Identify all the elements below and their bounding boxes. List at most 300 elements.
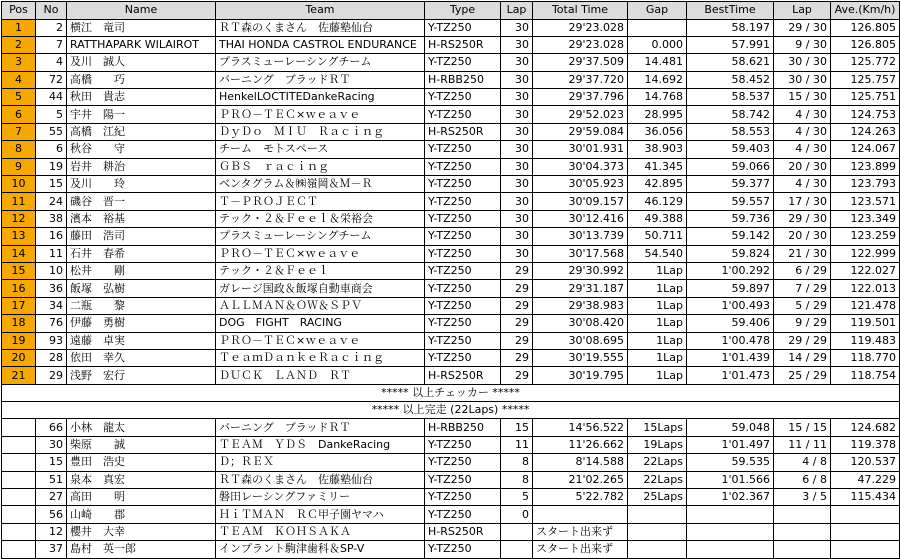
position-cell: 12 [2, 210, 36, 227]
best-lap-cell [774, 541, 831, 558]
team-cell: THAI HONDA CASTROL ENDURANCE [216, 36, 425, 53]
team-cell: テック・２＆Ｆｅｅｌ [216, 262, 425, 279]
rider-name-cell: 豊田 浩史 [67, 454, 216, 471]
team-cell: Ｄ；ＲＥＸ [216, 454, 425, 471]
lap-count-cell: 0 [501, 506, 533, 523]
best-time-cell: 59.377 [687, 176, 774, 193]
result-row [2, 19, 900, 36]
rider-name-cell: 宇井 陽一 [67, 106, 216, 123]
total-time-cell: 5'22.782 [533, 489, 628, 506]
best-lap-cell: 4 / 30 [774, 123, 831, 140]
number-cell: 44 [36, 89, 67, 106]
machine-type-cell: Y-TZ250 [425, 297, 501, 314]
best-time-cell: 59.406 [687, 315, 774, 332]
best-lap-cell: 29 / 29 [774, 332, 831, 349]
average-speed-cell: 119.378 [831, 436, 900, 453]
best-time-cell: 58.197 [687, 19, 774, 36]
total-time-cell: 30'08.420 [533, 315, 628, 332]
gap-cell: 14.692 [628, 71, 687, 88]
average-speed-cell: 118.770 [831, 349, 900, 366]
best-lap-cell: 15 / 30 [774, 89, 831, 106]
position-cell [2, 489, 36, 506]
position-cell: 18 [2, 315, 36, 332]
average-speed-cell: 123.793 [831, 176, 900, 193]
number-cell: 36 [36, 280, 67, 297]
total-time-cell: 30'05.923 [533, 176, 628, 193]
best-time-cell: 1'00.493 [687, 297, 774, 314]
average-speed-cell: 126.805 [831, 36, 900, 53]
lap-count-cell: 30 [501, 89, 533, 106]
best-lap-cell: 15 / 15 [774, 419, 831, 436]
gap-cell: 1Lap [628, 280, 687, 297]
machine-type-cell: Y-TZ250 [425, 228, 501, 245]
lap-count-cell: 30 [501, 71, 533, 88]
header-name: Name [67, 2, 216, 20]
gap-cell: 1Lap [628, 349, 687, 366]
machine-type-cell: H-RBB250 [425, 71, 501, 88]
position-cell: 21 [2, 367, 36, 384]
number-cell: 34 [36, 297, 67, 314]
header-lap: Lap [501, 2, 533, 20]
header-type: Type [425, 2, 501, 20]
best-lap-cell: 4 / 30 [774, 141, 831, 158]
best-time-cell: 59.557 [687, 193, 774, 210]
result-row [2, 367, 900, 384]
result-row [2, 228, 900, 245]
best-lap-cell: 3 / 5 [774, 489, 831, 506]
best-time-cell: 1'01.497 [687, 436, 774, 453]
position-cell: 7 [2, 123, 36, 140]
gap-cell: 41.345 [628, 158, 687, 175]
checker-note: ***** 以上チェッカー ***** [2, 384, 900, 401]
machine-type-cell: Y-TZ250 [425, 245, 501, 262]
lap-count-cell: 30 [501, 141, 533, 158]
result-row [2, 193, 900, 210]
lap-count-cell: 30 [501, 54, 533, 71]
position-cell: 5 [2, 89, 36, 106]
rider-name-cell: 伊藤 勇樹 [67, 315, 216, 332]
machine-type-cell: Y-TZ250 [425, 262, 501, 279]
total-time-cell: 30'09.157 [533, 193, 628, 210]
number-cell: 27 [36, 489, 67, 506]
best-lap-cell: 5 / 29 [774, 297, 831, 314]
average-speed-cell: 123.899 [831, 158, 900, 175]
rider-name-cell: 及川 玲 [67, 176, 216, 193]
total-time-cell: 11'26.662 [533, 436, 628, 453]
lap-count-cell: 30 [501, 245, 533, 262]
team-cell: 磐田レーシングファミリー [216, 489, 425, 506]
total-time-cell: 14'56.522 [533, 419, 628, 436]
machine-type-cell: Y-TZ250 [425, 106, 501, 123]
position-cell: 10 [2, 176, 36, 193]
gap-cell: 28.995 [628, 106, 687, 123]
machine-type-cell: Y-TZ250 [425, 471, 501, 488]
result-row [2, 89, 900, 106]
average-speed-cell: 124.067 [831, 141, 900, 158]
number-cell: 38 [36, 210, 67, 227]
result-row [2, 541, 900, 558]
gap-cell [628, 541, 687, 558]
team-cell: バーニング ブラッドＲＴ [216, 419, 425, 436]
gap-cell: 54.540 [628, 245, 687, 262]
best-time-cell: 59.066 [687, 158, 774, 175]
machine-type-cell: H-RS250R [425, 367, 501, 384]
position-cell [2, 471, 36, 488]
lap-count-cell: 29 [501, 262, 533, 279]
position-cell [2, 541, 36, 558]
total-time-cell: 29'23.028 [533, 19, 628, 36]
lap-count-cell: 30 [501, 158, 533, 175]
results-table [1, 1, 900, 559]
result-row [2, 36, 900, 53]
total-time-cell: 30'17.568 [533, 245, 628, 262]
best-lap-cell: 4 / 30 [774, 176, 831, 193]
position-cell [2, 506, 36, 523]
number-cell: 19 [36, 158, 67, 175]
lap-count-cell: 30 [501, 193, 533, 210]
number-cell: 12 [36, 523, 67, 540]
result-row [2, 471, 900, 488]
best-lap-cell: 25 / 29 [774, 367, 831, 384]
gap-cell: 14.768 [628, 89, 687, 106]
gap-cell: 22Laps [628, 471, 687, 488]
team-cell: ＰＲＯ－ＴＥＣ×ｗｅａｖｅ [216, 106, 425, 123]
header-total-time: Total Time [533, 2, 628, 20]
best-time-cell: 58.452 [687, 71, 774, 88]
number-cell: 11 [36, 245, 67, 262]
best-time-cell: 59.736 [687, 210, 774, 227]
best-time-cell: 1'01.439 [687, 349, 774, 366]
lap-count-cell [501, 541, 533, 558]
checker-note-row [2, 384, 900, 401]
position-cell: 4 [2, 71, 36, 88]
total-time-cell: 29'37.509 [533, 54, 628, 71]
gap-cell: 1Lap [628, 262, 687, 279]
lap-count-cell: 8 [501, 454, 533, 471]
total-time-cell: スタート出来ず [533, 523, 628, 540]
average-speed-cell: 118.754 [831, 367, 900, 384]
team-cell: ＧＢＳ ｒａｃｉｎｇ [216, 158, 425, 175]
number-cell: 55 [36, 123, 67, 140]
result-row [2, 419, 900, 436]
machine-type-cell: Y-TZ250 [425, 454, 501, 471]
best-time-cell: 1'01.566 [687, 471, 774, 488]
gap-cell: 0.000 [628, 36, 687, 53]
rider-name-cell: 横江 竜司 [67, 19, 216, 36]
best-lap-cell: 29 / 30 [774, 19, 831, 36]
average-speed-cell: 124.263 [831, 123, 900, 140]
header-team: Team [216, 2, 425, 20]
number-cell: 66 [36, 419, 67, 436]
best-lap-cell: 30 / 30 [774, 71, 831, 88]
machine-type-cell: Y-TZ250 [425, 89, 501, 106]
lap-count-cell: 15 [501, 419, 533, 436]
machine-type-cell: Y-TZ250 [425, 210, 501, 227]
number-cell: 2 [36, 19, 67, 36]
rider-name-cell: 山崎 郡 [67, 506, 216, 523]
rider-name-cell: 二瓶 黎 [67, 297, 216, 314]
machine-type-cell: H-RS250R [425, 36, 501, 53]
machine-type-cell: Y-TZ250 [425, 19, 501, 36]
number-cell: 30 [36, 436, 67, 453]
rider-name-cell: 秋谷 守 [67, 141, 216, 158]
best-time-cell: 58.537 [687, 89, 774, 106]
average-speed-cell: 122.027 [831, 262, 900, 279]
total-time-cell: 30'08.695 [533, 332, 628, 349]
best-time-cell: 59.824 [687, 245, 774, 262]
average-speed-cell: 125.751 [831, 89, 900, 106]
best-lap-cell: 4 / 8 [774, 454, 831, 471]
result-row [2, 280, 900, 297]
average-speed-cell: 115.434 [831, 489, 900, 506]
gap-cell: 46.129 [628, 193, 687, 210]
machine-type-cell: Y-TZ250 [425, 315, 501, 332]
best-time-cell: 58.553 [687, 123, 774, 140]
team-cell: ＴＥＡＭ ＫＯＨＳＡＫＡ [216, 523, 425, 540]
team-cell: ＰＲＯ－ＴＥＣ×ｗｅａｖｅ [216, 245, 425, 262]
average-speed-cell: 123.571 [831, 193, 900, 210]
machine-type-cell: Y-TZ250 [425, 541, 501, 558]
machine-type-cell: Y-TZ250 [425, 176, 501, 193]
result-row [2, 245, 900, 262]
total-time-cell [533, 506, 628, 523]
lap-count-cell: 30 [501, 228, 533, 245]
lap-count-cell: 29 [501, 332, 533, 349]
best-time-cell: 58.621 [687, 54, 774, 71]
lap-count-cell: 29 [501, 297, 533, 314]
rider-name-cell: 柴原 誠 [67, 436, 216, 453]
average-speed-cell: 119.501 [831, 315, 900, 332]
gap-cell: 42.895 [628, 176, 687, 193]
result-row [2, 262, 900, 279]
gap-cell: 1Lap [628, 332, 687, 349]
total-time-cell: 29'30.992 [533, 262, 628, 279]
total-time-cell: 30'04.373 [533, 158, 628, 175]
total-time-cell: 8'14.588 [533, 454, 628, 471]
rider-name-cell: 磯谷 晋一 [67, 193, 216, 210]
rider-name-cell: 遠藤 卓実 [67, 332, 216, 349]
gap-cell: 19Laps [628, 436, 687, 453]
average-speed-cell: 119.483 [831, 332, 900, 349]
rider-name-cell: 松井 剛 [67, 262, 216, 279]
result-row [2, 71, 900, 88]
number-cell: 15 [36, 454, 67, 471]
best-time-cell: 1'01.473 [687, 367, 774, 384]
best-lap-cell: 14 / 29 [774, 349, 831, 366]
average-speed-cell: 122.999 [831, 245, 900, 262]
team-cell: ガレージ国政＆飯塚自動車商会 [216, 280, 425, 297]
best-lap-cell: 29 / 30 [774, 210, 831, 227]
best-time-cell: 59.142 [687, 228, 774, 245]
average-speed-cell: 123.259 [831, 228, 900, 245]
header-average-speed: Ave.(Km/h) [831, 2, 900, 20]
number-cell: 93 [36, 332, 67, 349]
lap-count-cell: 30 [501, 210, 533, 227]
result-row [2, 123, 900, 140]
number-cell: 37 [36, 541, 67, 558]
machine-type-cell: Y-TZ250 [425, 332, 501, 349]
total-time-cell: 29'59.084 [533, 123, 628, 140]
team-cell: ＰＲＯ－ＴＥＣ×ｗｅａｖｅ [216, 332, 425, 349]
rider-name-cell: 小林 龍太 [67, 419, 216, 436]
number-cell: 5 [36, 106, 67, 123]
total-time-cell: スタート出来ず [533, 541, 628, 558]
best-lap-cell: 9 / 30 [774, 36, 831, 53]
total-time-cell: 29'52.023 [533, 106, 628, 123]
gap-cell: 38.903 [628, 141, 687, 158]
gap-cell: 50.711 [628, 228, 687, 245]
best-lap-cell: 11 / 11 [774, 436, 831, 453]
lap-count-cell: 30 [501, 123, 533, 140]
total-time-cell: 30'12.416 [533, 210, 628, 227]
result-row [2, 349, 900, 366]
machine-type-cell: H-RS250R [425, 123, 501, 140]
best-lap-cell: 7 / 29 [774, 280, 831, 297]
best-time-cell: 59.048 [687, 419, 774, 436]
total-time-cell: 29'37.796 [533, 89, 628, 106]
rider-name-cell: 藤田 浩司 [67, 228, 216, 245]
gap-cell: 1Lap [628, 367, 687, 384]
average-speed-cell: 126.805 [831, 19, 900, 36]
total-time-cell: 30'19.555 [533, 349, 628, 366]
average-speed-cell: 124.753 [831, 106, 900, 123]
average-speed-cell: 124.682 [831, 419, 900, 436]
position-cell: 9 [2, 158, 36, 175]
best-time-cell: 1'00.478 [687, 332, 774, 349]
number-cell: 51 [36, 471, 67, 488]
number-cell: 6 [36, 141, 67, 158]
position-cell: 13 [2, 228, 36, 245]
rider-name-cell: 島村 英一郎 [67, 541, 216, 558]
machine-type-cell: Y-TZ250 [425, 193, 501, 210]
team-cell: テック・２＆Ｆｅｅｌ＆栄裕会 [216, 210, 425, 227]
position-cell: 16 [2, 280, 36, 297]
header-pos: Pos [2, 2, 36, 20]
position-cell: 19 [2, 332, 36, 349]
gap-cell: 49.388 [628, 210, 687, 227]
position-cell [2, 454, 36, 471]
position-cell: 17 [2, 297, 36, 314]
rider-name-cell: 岩井 耕治 [67, 158, 216, 175]
best-lap-cell [774, 506, 831, 523]
team-cell: バーニング ブラッドＲＴ [216, 71, 425, 88]
header-best-time: BestTime [687, 2, 774, 20]
number-cell: 10 [36, 262, 67, 279]
team-cell: ＴｅａｍＤａｎｋｅＲａｃｉｎｇ [216, 349, 425, 366]
machine-type-cell: Y-TZ250 [425, 158, 501, 175]
total-time-cell: 30'01.931 [533, 141, 628, 158]
number-cell: 76 [36, 315, 67, 332]
team-cell: ベンタグラム＆㈱嶺岡＆Ｍ－Ｒ [216, 176, 425, 193]
average-speed-cell: 121.478 [831, 297, 900, 314]
team-cell: プラスミューレーシングチーム [216, 228, 425, 245]
team-cell: ＨｉＴＭＡＮ ＲＣ甲子園ヤマハ [216, 506, 425, 523]
position-cell: 6 [2, 106, 36, 123]
header-row [2, 2, 900, 20]
rider-name-cell: 濱本 裕基 [67, 210, 216, 227]
rider-name-cell: 高橋 江紀 [67, 123, 216, 140]
rider-name-cell: 高橋 巧 [67, 71, 216, 88]
position-cell: 8 [2, 141, 36, 158]
gap-cell [628, 19, 687, 36]
team-cell: HenkelLOCTITEDankeRacing [216, 89, 425, 106]
team-cell: ＲＴ森のくまさん 佐藤塾仙台 [216, 471, 425, 488]
team-cell: チーム モトスペース [216, 141, 425, 158]
best-lap-cell: 20 / 30 [774, 228, 831, 245]
best-lap-cell: 20 / 30 [774, 158, 831, 175]
team-cell: ＤＵＣＫ ＬＡＮＤ ＲＴ [216, 367, 425, 384]
header-best-lap: Lap [774, 2, 831, 20]
average-speed-cell [831, 541, 900, 558]
best-time-cell: 59.897 [687, 280, 774, 297]
team-cell: ＴＥＡＭ ＹＤＳ DankeRacing [216, 436, 425, 453]
result-row [2, 210, 900, 227]
gap-cell: 1Lap [628, 297, 687, 314]
best-lap-cell: 6 / 29 [774, 262, 831, 279]
gap-cell: 36.056 [628, 123, 687, 140]
rider-name-cell: 石井 春希 [67, 245, 216, 262]
gap-cell: 15Laps [628, 419, 687, 436]
gap-cell: 1Lap [628, 315, 687, 332]
best-lap-cell: 6 / 8 [774, 471, 831, 488]
total-time-cell: 29'37.720 [533, 71, 628, 88]
team-cell: プラスミューレーシングチーム [216, 54, 425, 71]
average-speed-cell: 122.013 [831, 280, 900, 297]
gap-cell [628, 506, 687, 523]
position-cell: 2 [2, 36, 36, 53]
number-cell: 56 [36, 506, 67, 523]
machine-type-cell: Y-TZ250 [425, 506, 501, 523]
result-row [2, 489, 900, 506]
lap-count-cell: 29 [501, 367, 533, 384]
rider-name-cell: 櫻井 大幸 [67, 523, 216, 540]
finish-note-row [2, 402, 900, 419]
gap-cell: 22Laps [628, 454, 687, 471]
number-cell: 72 [36, 71, 67, 88]
result-row [2, 297, 900, 314]
best-lap-cell: 30 / 30 [774, 54, 831, 71]
total-time-cell: 29'38.983 [533, 297, 628, 314]
number-cell: 16 [36, 228, 67, 245]
best-time-cell: 57.991 [687, 36, 774, 53]
position-cell: 11 [2, 193, 36, 210]
best-lap-cell: 4 / 30 [774, 106, 831, 123]
position-cell [2, 419, 36, 436]
total-time-cell: 30'19.795 [533, 367, 628, 384]
machine-type-cell: Y-TZ250 [425, 489, 501, 506]
result-row [2, 332, 900, 349]
team-cell: Ｔ－ＰＲＯＪＥＣＴ [216, 193, 425, 210]
result-row [2, 176, 900, 193]
machine-type-cell: Y-TZ250 [425, 54, 501, 71]
lap-count-cell: 5 [501, 489, 533, 506]
lap-count-cell: 30 [501, 106, 533, 123]
result-row [2, 158, 900, 175]
rider-name-cell: 秋田 貴志 [67, 89, 216, 106]
position-cell: 15 [2, 262, 36, 279]
best-time-cell: 1'00.292 [687, 262, 774, 279]
lap-count-cell: 8 [501, 471, 533, 488]
rider-name-cell: 依田 幸久 [67, 349, 216, 366]
lap-count-cell: 29 [501, 349, 533, 366]
lap-count-cell: 30 [501, 176, 533, 193]
lap-count-cell: 29 [501, 315, 533, 332]
header-no: No [36, 2, 67, 20]
average-speed-cell [831, 506, 900, 523]
number-cell: 24 [36, 193, 67, 210]
rider-name-cell: 飯塚 弘樹 [67, 280, 216, 297]
result-row [2, 506, 900, 523]
